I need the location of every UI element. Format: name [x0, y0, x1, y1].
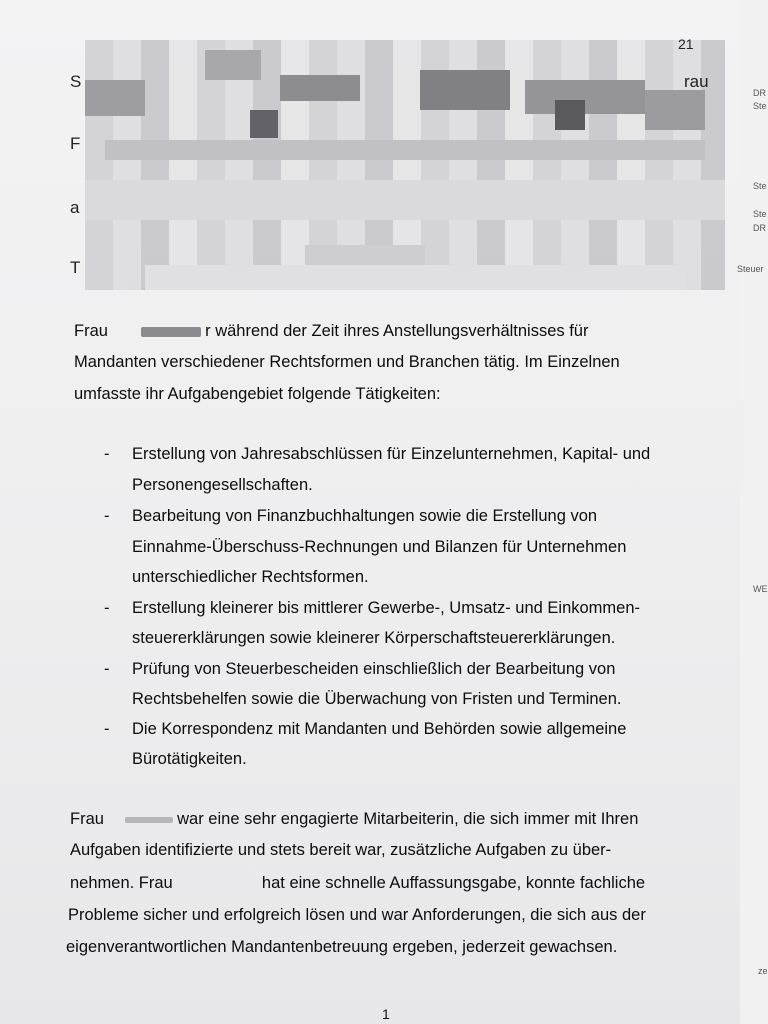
paragraph2-line4: Probleme sicher und erfolgreich lösen und war Anforderungen, die sich aus der [68, 906, 646, 924]
bullet-2-line3: unterschiedlicher Rechtsformen. [132, 568, 369, 586]
bullet-1-line2: Personengesellschaften. [132, 476, 313, 494]
paragraph2-line3 [70, 874, 645, 894]
bullet-dash: - [104, 599, 110, 617]
page-number: 1 [382, 1006, 390, 1022]
side-label: Ste [753, 181, 767, 191]
side-label: DR [753, 88, 766, 98]
header-fragment-number: 21 [678, 36, 694, 52]
bullet-5-line2: Bürotätigkeiten. [132, 750, 247, 768]
side-label: Ste [753, 209, 767, 219]
paragraph2-line1-start: Frau [70, 810, 104, 828]
name-redaction [125, 817, 173, 823]
bullet-2-line1: Bearbeitung von Finanzbuchhaltungen sowie die Erstellung von [132, 507, 598, 525]
paragraph1-line1-end: r während der Zeit ihres Anstellungsverhältnisses für [205, 322, 589, 340]
header-fragment-letter: a [70, 198, 80, 217]
bullet-dash: - [104, 507, 110, 525]
paragraph2-line3-start: nehmen. Frau [70, 874, 173, 892]
header-fragment-right: rau [684, 72, 709, 91]
bullet-1-line1: Erstellung von Jahresabschlüssen für Einzelunternehmen, Kapital- und [132, 445, 651, 463]
bullet-dash: - [104, 445, 110, 463]
bullet-2-line2: Einnahme-Überschuss-Rechnungen und Bilanzen für Unternehmen [132, 538, 627, 556]
side-label: WE [753, 584, 768, 594]
paragraph2-line2: Aufgaben identifizierte und stets bereit war, zusätzliche Aufgaben zu über- [70, 841, 612, 859]
side-label: Steuer [737, 264, 764, 274]
paragraph2-line5: eigenverantwortlichen Mandantenbetreuung ergeben, jederzeit gewachsen. [66, 938, 618, 956]
paragraph2-line1-end: war eine sehr engagierte Mitarbeiterin, die sich immer mit Ihren [177, 810, 639, 828]
paragraph1-line3: umfasste ihr Aufgabengebiet folgende Tätigkeiten: [74, 385, 441, 403]
header-fragment-letter: S [70, 72, 82, 91]
bullet-3-line2: steuererklärungen sowie kleinerer Körperschaftsteuererklärungen. [132, 629, 616, 647]
bullet-dash: - [104, 660, 110, 678]
bullet-3-line1: Erstellung kleinerer bis mittlerer Gewerbe-, Umsatz- und Einkommen- [132, 599, 641, 617]
adjacent-page-edge [737, 0, 768, 1024]
pixelated-redaction [85, 40, 725, 290]
bullet-5-line1: Die Korrespondenz mit Mandanten und Behörden sowie allgemeine [132, 720, 627, 738]
bullet-4-line1: Prüfung von Steuerbescheiden einschließlich der Bearbeitung von [132, 660, 616, 678]
paragraph1-line1-start: Frau [74, 322, 108, 340]
header-fragment-letter: F [70, 134, 81, 153]
paragraph2-line3-end: hat eine schnelle Auffassungsgabe, konnte fachliche [261, 874, 646, 892]
side-label: ze [758, 966, 768, 976]
side-label: Ste [753, 101, 767, 111]
paragraph2-line1 [70, 810, 638, 830]
paragraph1-line2: Mandanten verschiedener Rechtsformen und Branchen tätig. Im Einzelnen [74, 353, 620, 371]
bullet-dash: - [104, 720, 110, 738]
name-redaction [141, 327, 201, 337]
bullet-4-line2: Rechtsbehelfen sowie die Überwachung von Fristen und Terminen. [132, 690, 622, 708]
side-label: DR [753, 223, 766, 233]
paragraph1-line1 [74, 322, 588, 342]
header-fragment-letter: T [70, 258, 81, 277]
